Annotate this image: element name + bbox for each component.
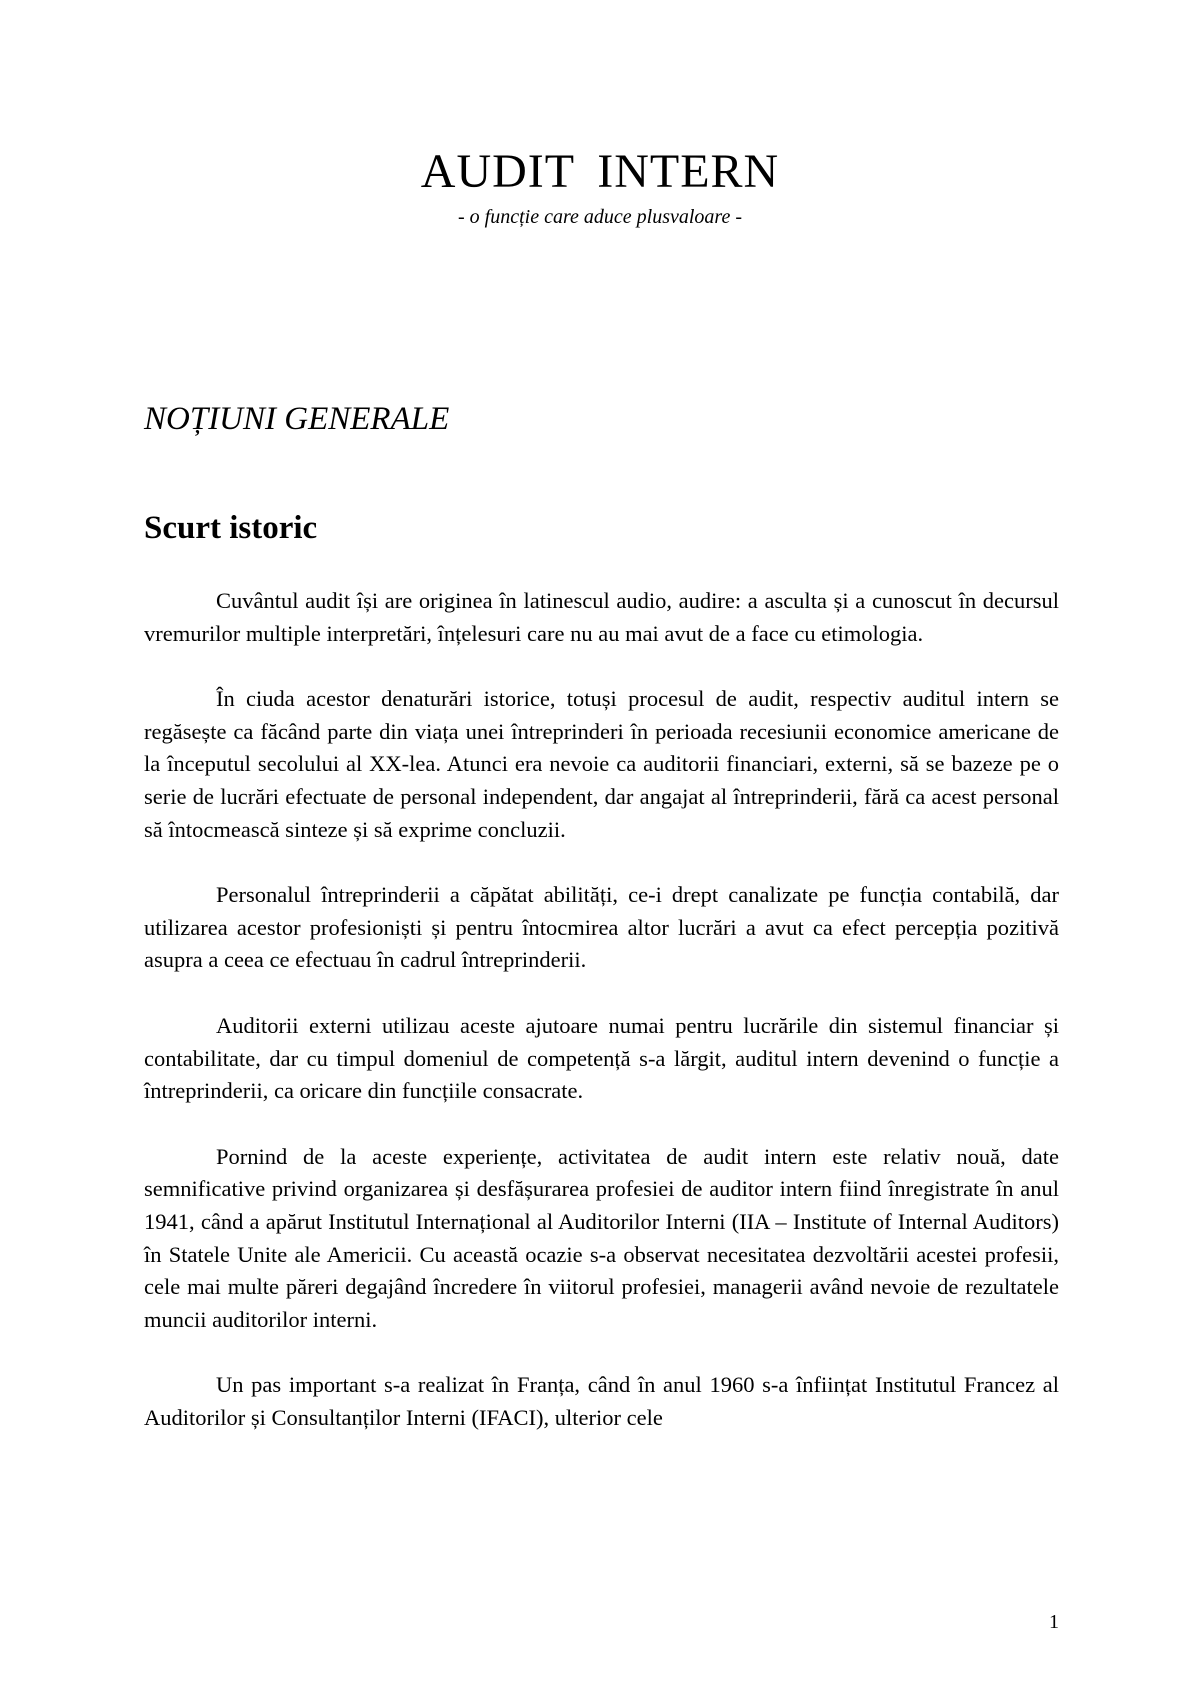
- paragraph: Auditorii externi utilizau aceste ajutoare numai pentru lucrările din sistemul financiar și contabilitate, dar cu timpul domeniul de competență s-a lărgit, auditul intern devenind o funcție a întreprinderii, ca oricare din funcțiile consacrate.: [144, 1012, 1059, 1104]
- body-text: [144, 585, 1059, 1467]
- document-subtitle: - o funcție care aduce plusvaloare -: [458, 206, 742, 228]
- page-number: 1: [1049, 1611, 1059, 1633]
- paragraph: În ciuda acestor denaturări istorice, totuși procesul de audit, respectiv auditul intern se regăsește ca făcând parte din viața unei întreprinderi în perioada recesiunii economice americane de la începutul secolului al XX-lea. Atunci era nevoie ca auditorii financiari, externi, să se bazeze pe o serie de lucrări efectuate de personal independent, dar angajat al întreprinderii, fără ca acest personal să întocmească sinteze și să exprime concluzii.: [144, 686, 1059, 842]
- paragraph: Un pas important s-a realizat în Franța, când în anul 1960 s-a înființat Institutul Francez al Auditorilor și Consultanților Interni (IFACI), ulterior cele: [144, 1372, 1059, 1430]
- paragraph: Cuvântul audit își are originea în latinescul audio, audire: a asculta și a cunoscut în decursul vremurilor multiple interpretări, înțelesuri care nu au mai avut de a face cu etimologia.: [144, 588, 1059, 646]
- paragraph: Pornind de la aceste experiențe, activitatea de audit intern este relativ nouă, date semnificative privind organizarea și desfășurarea profesiei de auditor intern fiind înregistrate în anul 1941, când a apărut Institutul Internațional al Auditorilor Interni (IIA – Institute of Internal Auditors) în Statele Unite ale Americii. Cu această ocazie s-a observat necesitatea dezvoltării acestei profesii, cele mai multe păreri degajând încredere în viitorul profesiei, managerii având nevoie de rezultatele muncii auditorilor interni.: [144, 1143, 1059, 1332]
- document-title: AUDIT INTERN: [420, 145, 780, 198]
- paragraph: Personalul întreprinderii a căpătat abilități, ce-i drept canalizate pe funcția contabilă, dar utilizarea acestor profesioniști și pentru întocmirea altor lucrări a avut ca efect percepția pozitivă asupra a ceea ce efectuau în cadrul întreprinderii.: [144, 882, 1059, 973]
- section-title: NOȚIUNI GENERALE: [144, 401, 450, 437]
- subsection-title: Scurt istoric: [144, 510, 318, 546]
